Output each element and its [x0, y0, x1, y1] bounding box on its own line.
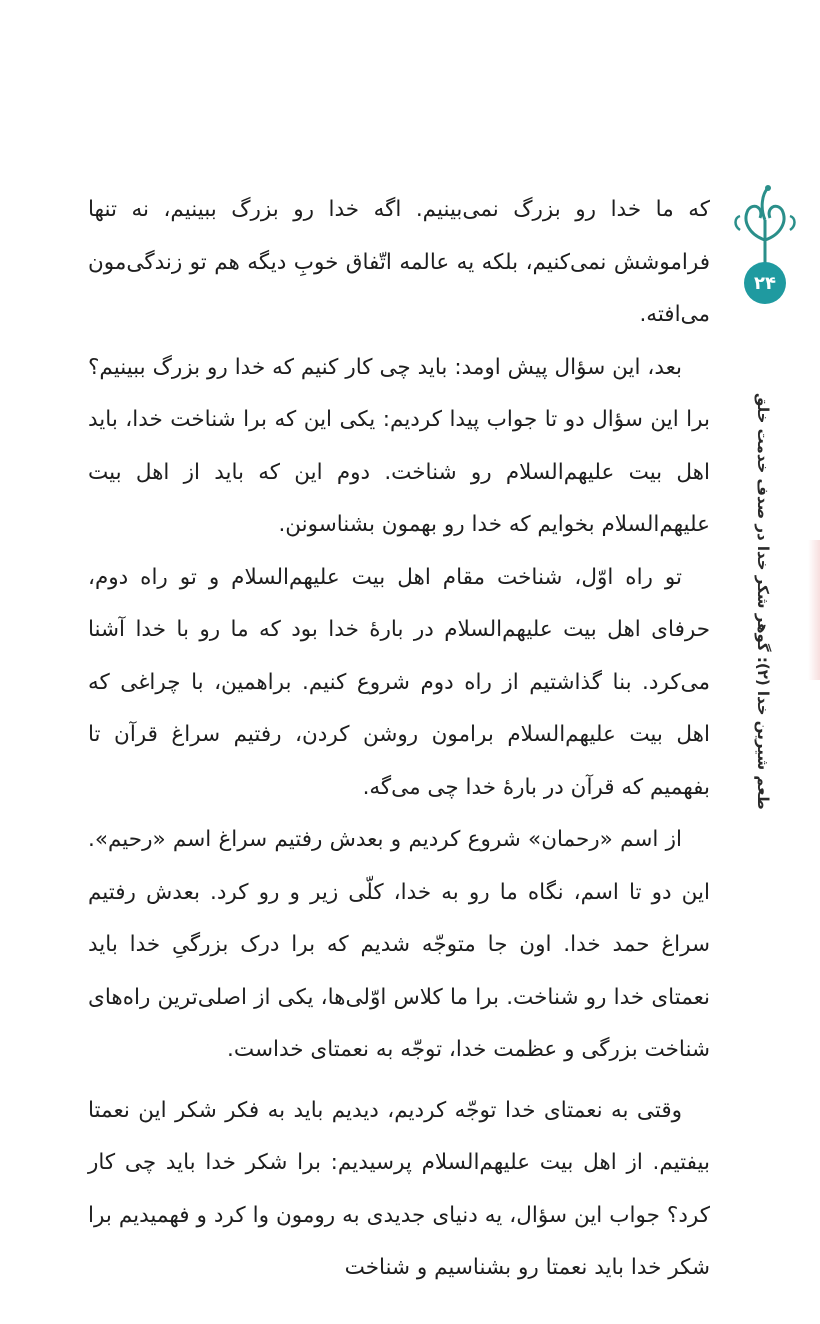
page-margin-header	[730, 180, 800, 810]
running-title: طعم شیرین خدا (۲): گوهر شکر خدا در صدف خدمت خلق	[754, 393, 772, 810]
paragraph-3: تو راه اوّل، شناخت مقام اهل بیت علیهم‌السلام و تو راه دوم، حرفای اهل بیت علیهم‌السلام در بارهٔ خدا بود که ما رو با خدا آشنا می‌کرد. بنا گذاشتیم از راه دوم شروع کنیم. براهمین، با چراغی که اهل بیت علیهم‌السلام برامون روشن کردن، رفتیم سراغ قرآن تا بفهمیم که قرآن در بارهٔ خدا چی می‌گه.	[88, 564, 710, 800]
paragraph-4: از اسم «رحمان» شروع کردیم و بعدش رفتیم سراغ اسم «رحیم». این دو تا اسم، نگاه ما رو به خدا، کلّی زیر و رو کرد. بعدش رفتیم سراغ حمد خدا. اون جا متوجّه شدیم که برا درک بزرگیِ خدا باید نعمتای خدا رو شناخت. برا ما کلاس اوّلی‌ها، یکی از اصلی‌ترین راه‌های شناخت بزرگی و عظمت خدا، توجّه به نعمتای خداست.	[88, 827, 710, 1062]
page-number-badge: ۲۴	[744, 262, 786, 304]
paragraph-5: وقتی به نعمتای خدا توجّه کردیم، دیدیم باید به فکر شکر این نعمتا بیفتیم. از اهل بیت علیهم‌السلام پرسیدیم: برا شکر خدا باید چی کار کرد؟ جواب این سؤال، یه دنیای جدیدی به رومون وا کرد و فهمیدیم برا شکر خدا باید نعمتا رو بشناسیم و شناخت	[88, 1097, 710, 1280]
page-body-text	[88, 184, 710, 1295]
paragraph-1: که ما خدا رو بزرگ نمی‌بینیم. اگه خدا رو بزرگ ببینیم، نه تنها فراموشش نمی‌کنیم، بلکه یه عالمه اتّفاق خوبِ دیگه هم تو زندگی‌مون می‌افته.	[88, 197, 710, 327]
paragraph-2: بعد، این سؤال پیش اومد: باید چی کار کنیم که خدا رو بزرگ ببینیم؟ برا این سؤال دو تا جواب پیدا کردیم: یکی این که برا شناخت خدا، باید اهل بیت علیهم‌السلام رو شناخت. دوم این که باید از اهل بیت علیهم‌السلام بخوایم که خدا رو بهمون بشناسونن.	[88, 354, 710, 537]
floral-ornament-icon	[730, 180, 800, 270]
page-edge-shadow	[808, 540, 820, 680]
